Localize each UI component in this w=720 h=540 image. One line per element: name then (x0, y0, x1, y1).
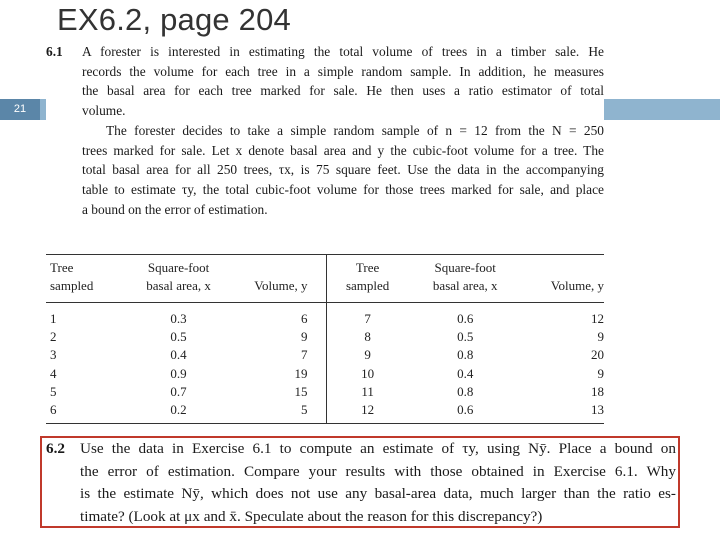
cell-tree: 7 (364, 311, 371, 326)
table-row (46, 303, 604, 329)
exercise-line: trees marked for sale. Let x denote basal area and y the cubic-foot volume for a tree. The (82, 142, 604, 158)
cell-area: 0.6 (457, 311, 474, 326)
cell-tree: 12 (326, 401, 409, 424)
cell-volume: 20 (591, 347, 604, 363)
exercise-number: 6.1 (46, 44, 63, 59)
cell-tree: 11 (361, 383, 374, 399)
cell-tree: 9 (364, 347, 371, 363)
table-row (46, 365, 604, 383)
cell-area: 0.4 (457, 365, 474, 381)
table-row (46, 328, 604, 346)
exercise-line: the basal area for each tree marked for sale. He then uses a ratio estimator of total (82, 83, 604, 99)
cell-volume: 12 (591, 311, 604, 326)
exercise-line: volume. (82, 103, 126, 119)
col-header-area: Square-foot basal area, x (122, 255, 235, 303)
exercise-line: timate? (Look at μx and x̄. Speculate about the reason for this discrepancy?) (80, 507, 543, 525)
cell-area: 0.2 (122, 401, 235, 424)
exercise-line: the error of estimation. Compare your results with those obtained in Exercise 6.1. Why (80, 462, 676, 480)
exercise-line: a bound on the error of estimation. (82, 201, 268, 217)
cell-area: 0.3 (170, 311, 187, 326)
cell-volume: 6 (235, 303, 326, 329)
cell-volume: 18 (591, 383, 604, 399)
cell-area: 0.9 (170, 365, 187, 381)
cell-area: 0.4 (170, 347, 187, 363)
cell-volume: 5 (235, 401, 326, 424)
cell-volume: 15 (235, 383, 326, 401)
tree-data-table (46, 254, 604, 424)
table-row (46, 401, 604, 424)
slide-title: EX6.2, page 204 (57, 2, 291, 37)
cell-area: 0.8 (457, 347, 474, 363)
exercise-6-2-text (46, 438, 676, 528)
cell-volume: 19 (235, 365, 326, 383)
cell-tree: 4 (50, 365, 57, 381)
col-header-volume: Volume, y (522, 255, 604, 303)
col-header-tree: Tree sampled (46, 255, 122, 303)
exercise-6-1-text (46, 42, 604, 222)
cell-volume: 9 (235, 328, 326, 346)
exercise-line: records the volume for each tree in a simple random sample. In addition, he measures (82, 63, 604, 79)
col-header-tree: Tree sampled (326, 255, 409, 303)
table-row (46, 383, 604, 401)
col-header-volume: Volume, y (235, 255, 326, 303)
col-header-area: Square-foot basal area, x (409, 255, 522, 303)
cell-tree: 1 (50, 311, 57, 326)
cell-tree: 8 (364, 329, 371, 345)
exercise-line: total basal area for all 250 trees, τx, is 75 square feet. Use the data in the accompanying (82, 162, 604, 178)
cell-area: 0.7 (170, 383, 187, 399)
slide-number: 21 (0, 99, 40, 120)
cell-tree: 3 (50, 347, 57, 363)
cell-area: 0.6 (409, 401, 522, 424)
exercise-line: 6.2 Use the data in Exercise 6.1 to compute an estimate of τy, using Nȳ. Place a bound on (46, 438, 676, 461)
exercise-line: 6.1 A forester is interested in estimating the total volume of trees in a timber sale. He (46, 42, 604, 62)
cell-volume: 13 (522, 401, 604, 424)
cell-area: 0.5 (170, 329, 187, 345)
cell-tree: 2 (50, 329, 57, 345)
table-header-row (46, 255, 604, 303)
exercise-line: The forester decides to take a simple random sample of n = 12 from the N = 250 (106, 122, 604, 138)
cell-volume: 7 (235, 346, 326, 364)
cell-tree: 5 (50, 383, 57, 399)
exercise-line: table to estimate τy, the total cubic-foot volume for those trees marked for sale, and place (82, 181, 604, 197)
exercise-number: 6.2 (46, 440, 65, 457)
cell-tree: 10 (361, 365, 375, 381)
cell-tree: 6 (46, 401, 122, 424)
cell-volume: 9 (597, 329, 604, 345)
cell-volume: 9 (597, 365, 604, 381)
table-row (46, 346, 604, 364)
exercise-line: is the estimate Nȳ, which does not use any basal-area data, much larger than the ratio es- (80, 485, 676, 503)
cell-area: 0.5 (457, 329, 474, 345)
cell-area: 0.8 (457, 383, 474, 399)
